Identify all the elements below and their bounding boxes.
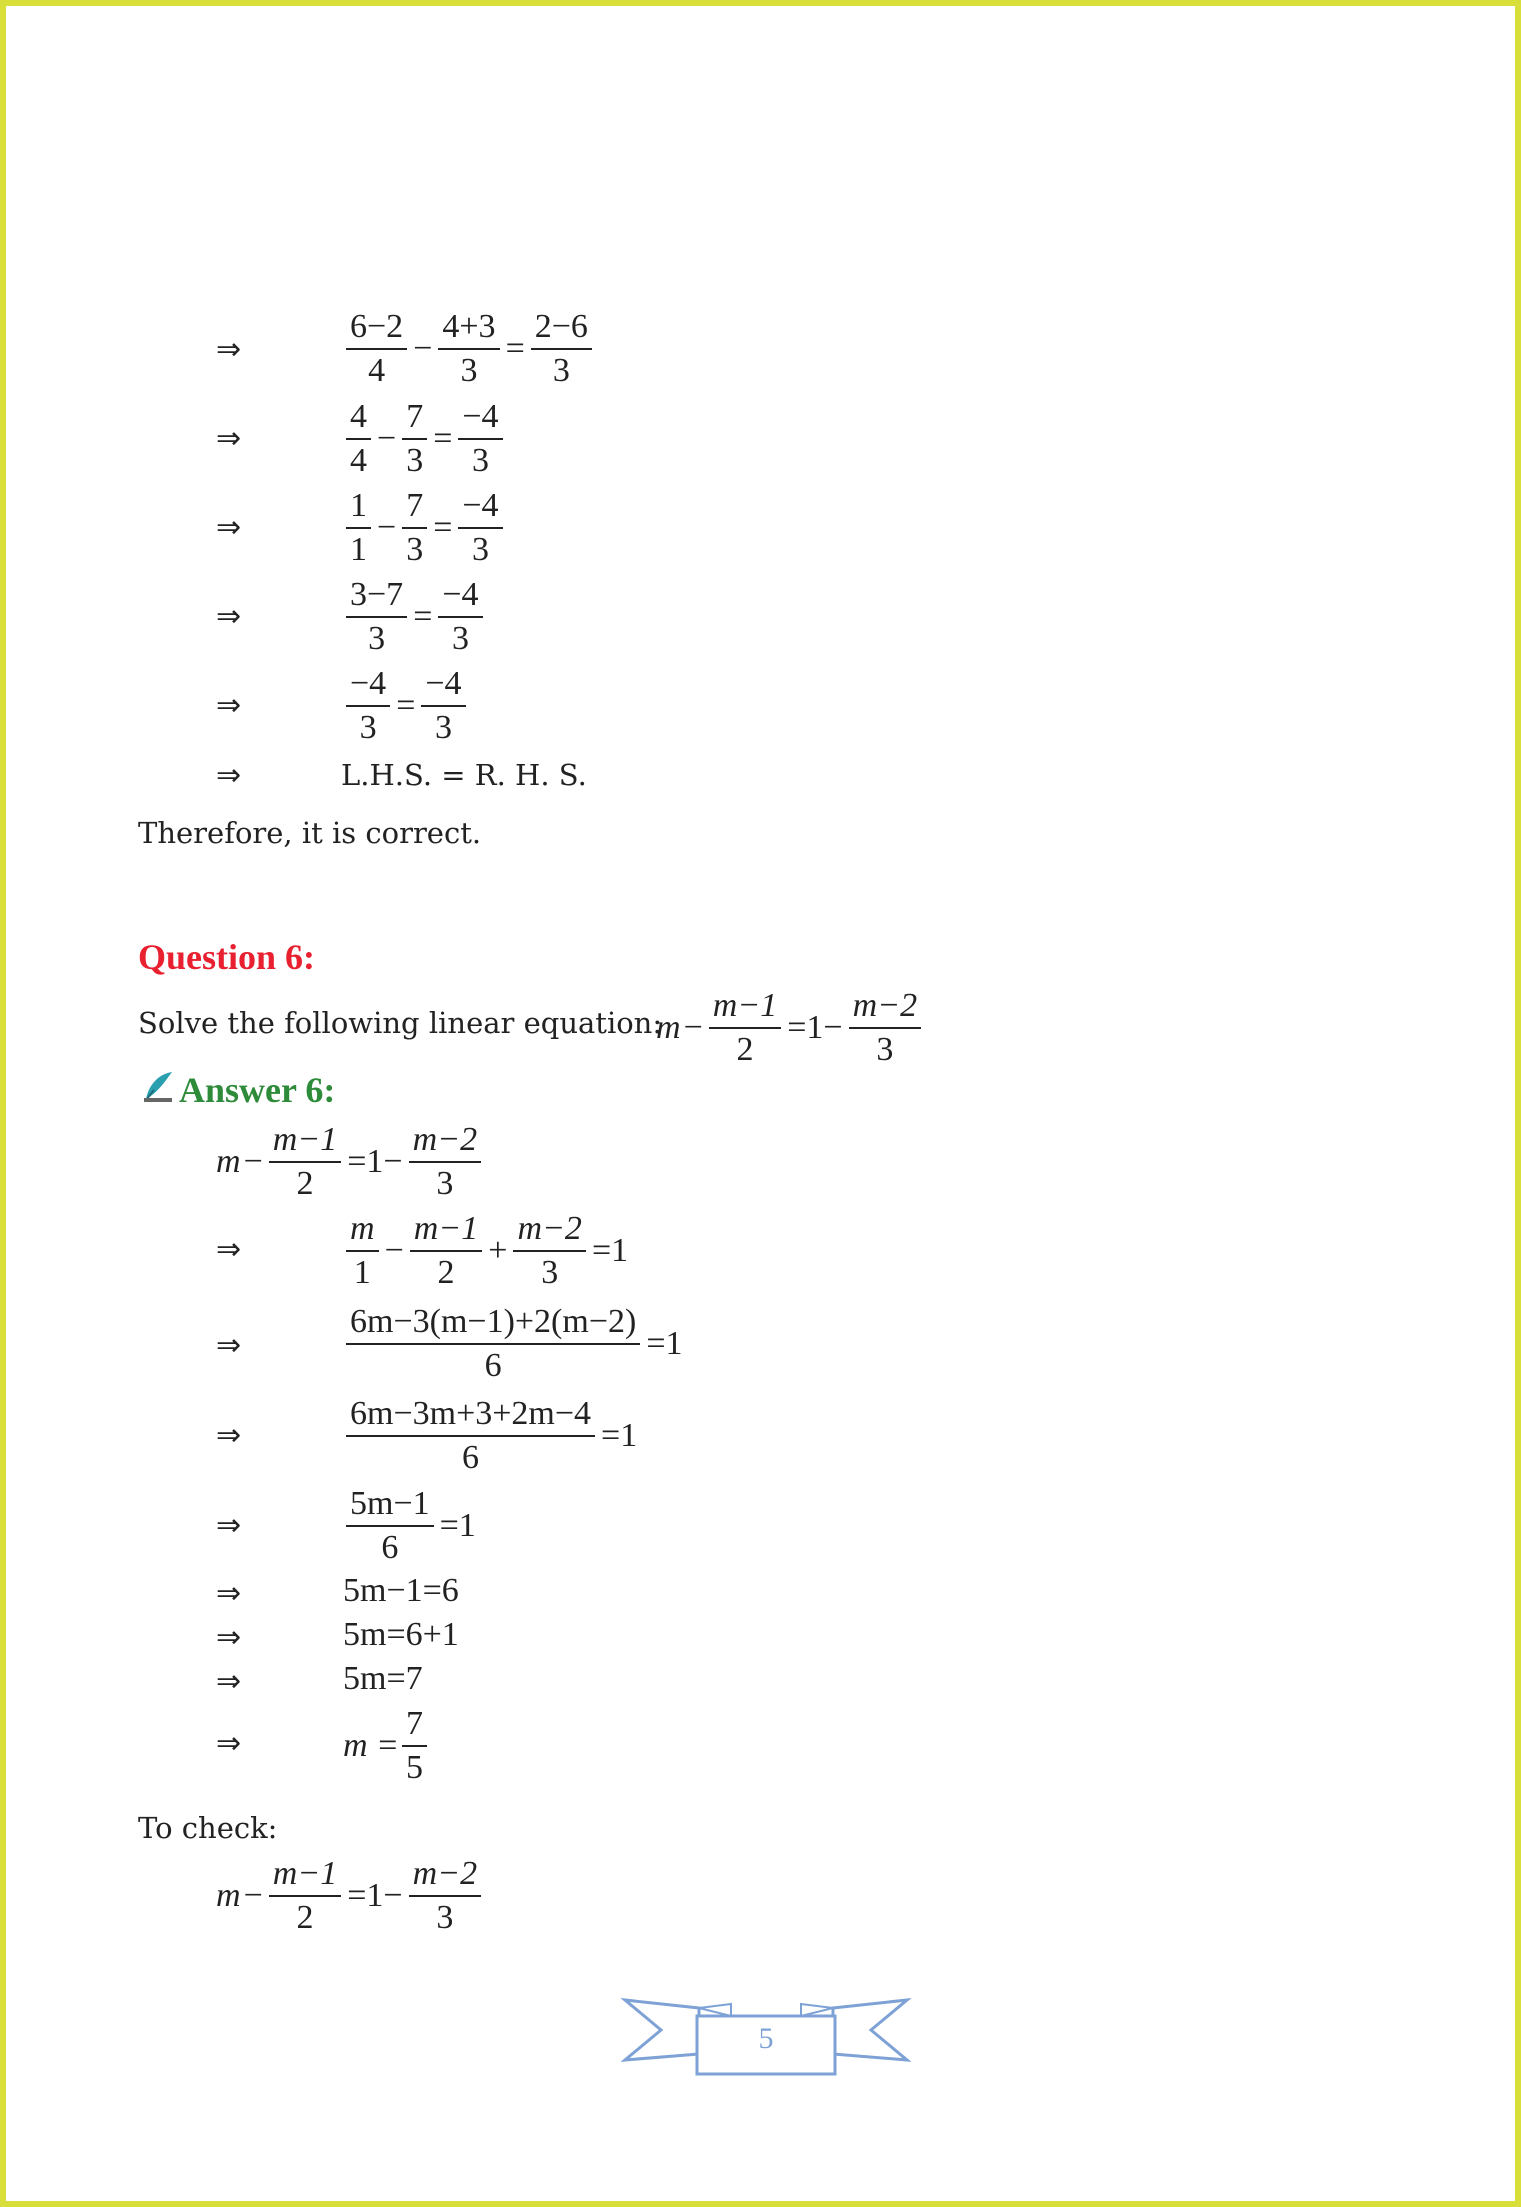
question-equation: m − $\frac{m-1}{2}$ =1− $\frac{m-2}{3}$ bbox=[656, 988, 924, 1067]
fraction: $\frac{m-1}{2}$ bbox=[269, 1122, 342, 1201]
implies-arrow: ⇒ bbox=[216, 758, 242, 793]
step-expression: $\frac{4}{4}$ − $\frac{7}{3}$ = $\frac{-4}{3}$ bbox=[343, 399, 506, 478]
fraction: $\frac{3-7}{3}$ bbox=[346, 577, 407, 656]
feather-logo-icon bbox=[140, 1068, 176, 1108]
fraction: $\frac{m-1}{2}$ bbox=[269, 1856, 342, 1935]
implies-arrow: ⇒ bbox=[216, 1620, 242, 1655]
step-expression: 5m=7 bbox=[343, 1660, 423, 1697]
implies-arrow: ⇒ bbox=[216, 599, 242, 634]
step-expression: 5m−1=6 bbox=[343, 1572, 459, 1609]
check-label: To check: bbox=[138, 1811, 278, 1845]
fraction: $\frac{m-2}{3}$ bbox=[513, 1211, 586, 1290]
fraction: $\frac{6-2}{4}$ bbox=[346, 309, 407, 388]
implies-arrow: ⇒ bbox=[216, 1664, 242, 1699]
step-expression: $\frac{3-7}{3}$ = $\frac{-4}{3}$ bbox=[343, 577, 486, 656]
fraction: $\frac{m-2}{3}$ bbox=[409, 1122, 482, 1201]
implies-arrow: ⇒ bbox=[216, 1508, 242, 1543]
implies-arrow: ⇒ bbox=[216, 1576, 242, 1611]
fraction: $\frac{-4}{3}$ bbox=[346, 666, 390, 745]
step-expression: $\frac{6m-3(m-1)+2(m-2)}{6}$ =1 bbox=[343, 1304, 686, 1383]
step-expression: $\frac{6-2}{4}$ − $\frac{4+3}{3}$ = $\frac{2-6}{3}$ bbox=[343, 309, 595, 388]
fraction: $\frac{m-1}{2}$ bbox=[709, 988, 782, 1067]
fraction: $\frac{-4}{3}$ bbox=[421, 666, 465, 745]
implies-arrow: ⇒ bbox=[216, 1328, 242, 1363]
implies-arrow: ⇒ bbox=[216, 1232, 242, 1267]
implies-arrow: ⇒ bbox=[216, 1418, 242, 1453]
fraction: $\frac{5m-1}{6}$ bbox=[346, 1486, 434, 1565]
question-prompt: Solve the following linear equation: bbox=[138, 1006, 663, 1040]
step-expression: $\frac{-4}{3}$ = $\frac{-4}{3}$ bbox=[343, 666, 469, 745]
step-expression: $\frac{m}{1}$ − $\frac{m-1}{2}$ + $\frac{m-2}{3}$ =1 bbox=[343, 1211, 631, 1290]
fraction: $\frac{2-6}{3}$ bbox=[531, 309, 592, 388]
step-expression: $\frac{6m-3m+3+2m-4}{6}$ =1 bbox=[343, 1396, 640, 1475]
page-number: 5 bbox=[758, 2022, 774, 2055]
step-expression: 5m=6+1 bbox=[343, 1616, 459, 1653]
fraction: $\frac{m-2}{3}$ bbox=[849, 988, 922, 1067]
fraction: $\frac{7}{3}$ bbox=[402, 399, 427, 478]
implies-arrow: ⇒ bbox=[216, 1726, 242, 1761]
fraction: $\frac{6m-3m+3+2m-4}{6}$ bbox=[346, 1396, 595, 1475]
fraction: $\frac{-4}{3}$ bbox=[458, 399, 502, 478]
question-title: Question 6: bbox=[138, 937, 316, 977]
implies-arrow: ⇒ bbox=[216, 510, 242, 545]
lhs-equals-rhs: L.H.S. = R. H. S. bbox=[341, 758, 587, 792]
fraction: $\frac{m-1}{2}$ bbox=[410, 1211, 483, 1290]
check-equation: m − $\frac{m-1}{2}$ =1− $\frac{m-2}{3}$ bbox=[216, 1856, 484, 1935]
fraction: $\frac{-4}{3}$ bbox=[458, 488, 502, 567]
fraction: $\frac{4}{4}$ bbox=[346, 399, 371, 478]
fraction: $\frac{4+3}{3}$ bbox=[438, 309, 499, 388]
implies-arrow: ⇒ bbox=[216, 421, 242, 456]
step-expression: $\frac{5m-1}{6}$ =1 bbox=[343, 1486, 479, 1565]
step-expression: m = $\frac{7}{5}$ bbox=[343, 1706, 430, 1785]
fraction: $\frac{m-2}{3}$ bbox=[409, 1856, 482, 1935]
fraction: $\frac{7}{5}$ bbox=[402, 1706, 427, 1785]
implies-arrow: ⇒ bbox=[216, 332, 242, 367]
fraction: $\frac{m}{1}$ bbox=[346, 1211, 379, 1290]
implies-arrow: ⇒ bbox=[216, 688, 242, 723]
fraction: $\frac{6m-3(m-1)+2(m-2)}{6}$ bbox=[346, 1304, 640, 1383]
fraction: $\frac{-4}{3}$ bbox=[438, 577, 482, 656]
fraction: $\frac{1}{1}$ bbox=[346, 488, 371, 567]
conclusion-text: Therefore, it is correct. bbox=[138, 816, 482, 850]
answer-title: Answer 6: bbox=[179, 1070, 336, 1110]
answer-equation: m − $\frac{m-1}{2}$ =1− $\frac{m-2}{3}$ bbox=[216, 1122, 484, 1201]
step-expression: $\frac{1}{1}$ − $\frac{7}{3}$ = $\frac{-4}{3}$ bbox=[343, 488, 506, 567]
fraction: $\frac{7}{3}$ bbox=[402, 488, 427, 567]
